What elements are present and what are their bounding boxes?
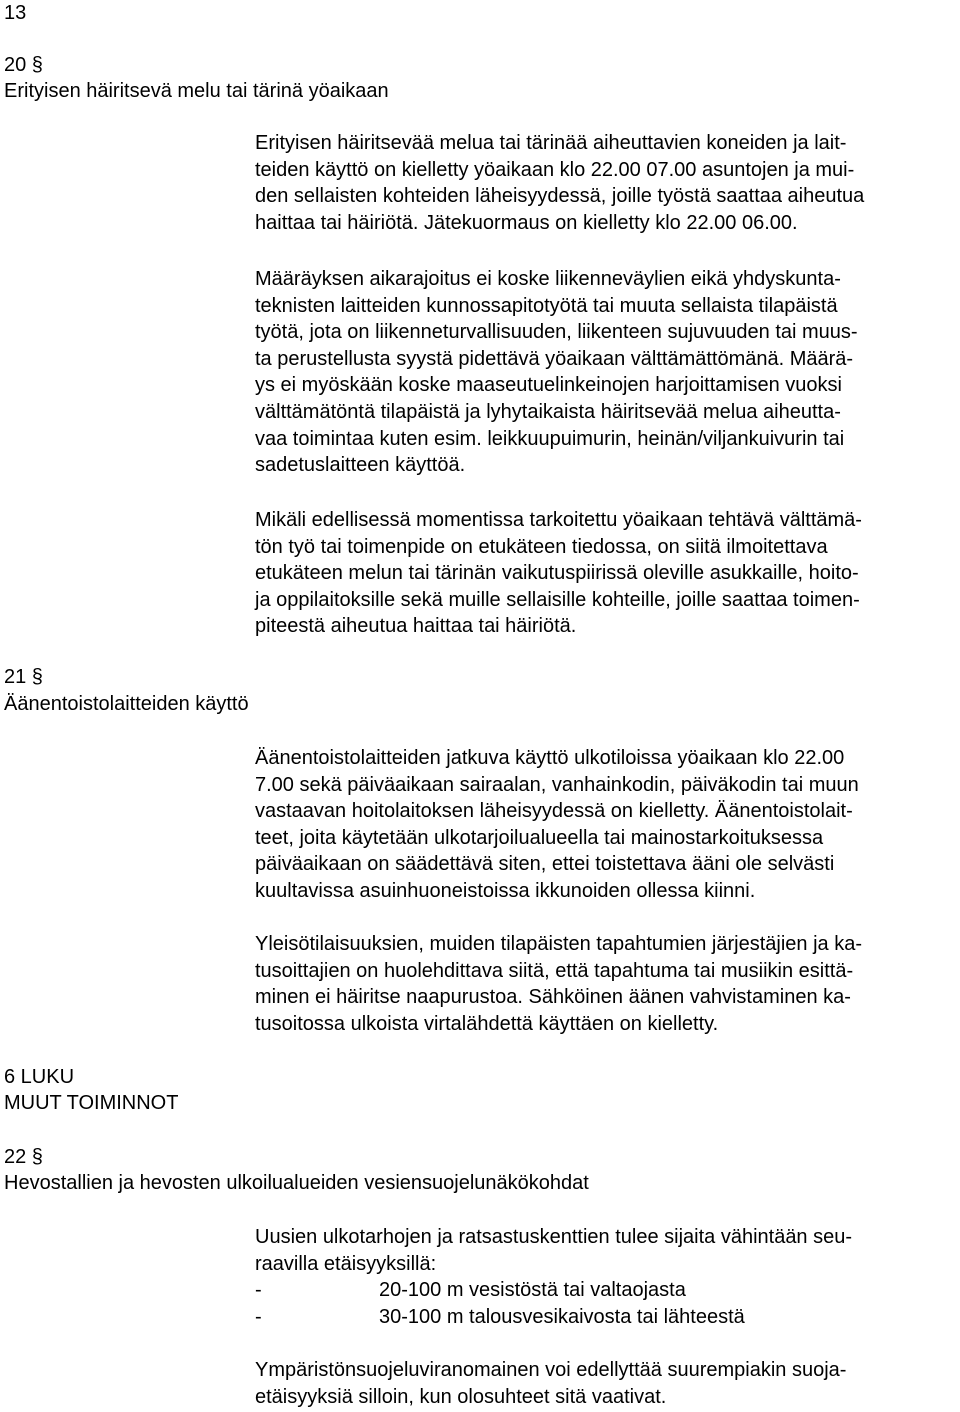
section-22-distance-list [255, 1277, 935, 1330]
text-line: teiden käyttö on kielletty yöaikaan klo 22.00 07.00 asuntojen ja mui- [255, 158, 855, 181]
text-line: Määräyksen aikarajoitus ei koske liikenneväylien eikä yhdyskunta- [255, 268, 841, 290]
text-line: välttämätöntä tilapäistä ja lyhytaikaista häiritsevää melua aiheutta- [255, 400, 841, 423]
text-line: haittaa tai häiriötä. Jätekuormaus on kielletty klo 22.00 06.00. [255, 211, 798, 234]
section-20-title: Erityisen häiritsevä melu tai tärinä yöaikaan [4, 80, 389, 102]
text-line: teet, joita käytetään ulkotarjoilualueella tai mainostarkoituksessa [255, 826, 824, 849]
page-number: 13 [4, 2, 27, 24]
text-line: etäisyyksiä silloin, kun olosuhteet sitä vaativat. [255, 1385, 667, 1408]
text-line: 7.00 sekä päiväaikaan sairaalan, vanhainkodin, päiväkodin tai muun [255, 773, 859, 796]
text-line: vastaavan hoitolaitoksen läheisyydessä on kielletty. Äänentoistolait- [255, 800, 853, 823]
list-item [255, 1277, 935, 1304]
section-20-paragraph-1 [255, 130, 935, 236]
section-21-title: Äänentoistolaitteiden käyttö [4, 693, 249, 715]
list-item [255, 1304, 935, 1331]
section-22-paragraph-2 [255, 1357, 935, 1410]
text-line: raavilla etäisyyksillä: [255, 1252, 437, 1275]
text-line: Ympäristönsuojeluviranomainen voi edellyttää suurempiakin suoja- [255, 1359, 847, 1381]
section-22-paragraph-1 [255, 1224, 935, 1277]
text-line: työtä, jota on liikenneturvallisuuden, liikenteen sujuvuuden tai muus- [255, 321, 858, 344]
text-line: minen ei häiritse naapurustoa. Sähköinen äänen vahvistaminen ka- [255, 986, 851, 1009]
text-line: Yleisötilaisuuksien, muiden tilapäisten tapahtumien järjestäjien ja ka- [255, 933, 863, 955]
list-item-text: 30-100 m talousvesikaivosta tai lähteestä [379, 1305, 745, 1328]
text-line: Mikäli edellisessä momentissa tarkoitettu yöaikaan tehtävä välttämä- [255, 509, 862, 531]
chapter-6-title: MUUT TOIMINNOT [4, 1092, 179, 1114]
text-line: den sellaisten kohteiden läheisyydessä, joille työstä saattaa aiheutua [255, 185, 865, 208]
text-line: Uusien ulkotarhojen ja ratsastuskenttien tulee sijaita vähintään seu- [255, 1226, 853, 1248]
section-21-paragraph-1 [255, 745, 935, 905]
text-line: ta perustellusta syystä pidettävä yöaikaan välttämättömänä. Määrä- [255, 347, 854, 370]
text-line: tusoitossa ulkoista virtalähdettä käyttäen on kielletty. [255, 1012, 719, 1035]
chapter-6-number: 6 LUKU [4, 1066, 75, 1088]
text-line: tusoittajien on huolehdittava siitä, että tapahtuma tai musiikin esittä- [255, 959, 854, 982]
list-dash: - [255, 1279, 262, 1301]
list-item-text: 20-100 m vesistöstä tai valtaojasta [379, 1279, 686, 1301]
section-22-title: Hevostallien ja hevosten ulkoilualueiden vesiensuojelunäkökohdat [4, 1172, 589, 1194]
text-line: piteestä aiheutua haittaa tai häiriötä. [255, 615, 577, 638]
text-line: ja oppilaitoksille sekä muille sellaisille kohteille, joille saattaa toimen- [255, 588, 860, 611]
text-line: kuultavissa asuinhuoneistoissa ikkunoiden ollessa kiinni. [255, 879, 756, 902]
text-line: Erityisen häiritsevää melua tai tärinää aiheuttavien koneiden ja lait- [255, 132, 847, 154]
section-21-paragraph-2 [255, 931, 935, 1037]
list-dash: - [255, 1305, 262, 1328]
text-line: teknisten laitteiden kunnossapitotyötä tai muuta sellaista tilapäistä [255, 294, 838, 317]
text-line: tön työ tai toimenpide on etukäteen tiedossa, on siitä ilmoitettava [255, 535, 828, 558]
section-20-number: 20 § [4, 54, 43, 76]
section-20-paragraph-3 [255, 507, 935, 640]
text-line: Äänentoistolaitteiden jatkuva käyttö ulkotiloissa yöaikaan klo 22.00 [255, 747, 845, 769]
section-22-number: 22 § [4, 1146, 43, 1168]
text-line: sadetuslaitteen käyttöä. [255, 454, 466, 477]
text-line: päiväaikaan on säädettävä siten, ettei toistettava ääni ole selvästi [255, 853, 835, 876]
text-line: etukäteen melun tai tärinän vaikutuspiirissä oleville asukkaille, hoito- [255, 562, 859, 585]
section-21-number: 21 § [4, 666, 43, 688]
section-20-paragraph-2 [255, 266, 935, 479]
text-line: vaa toimintaa kuten esim. leikkuupuimurin, heinän/viljankuivurin tai [255, 427, 845, 450]
text-line: ys ei myöskään koske maaseutuelinkeinojen harjoittamisen vuoksi [255, 374, 842, 397]
